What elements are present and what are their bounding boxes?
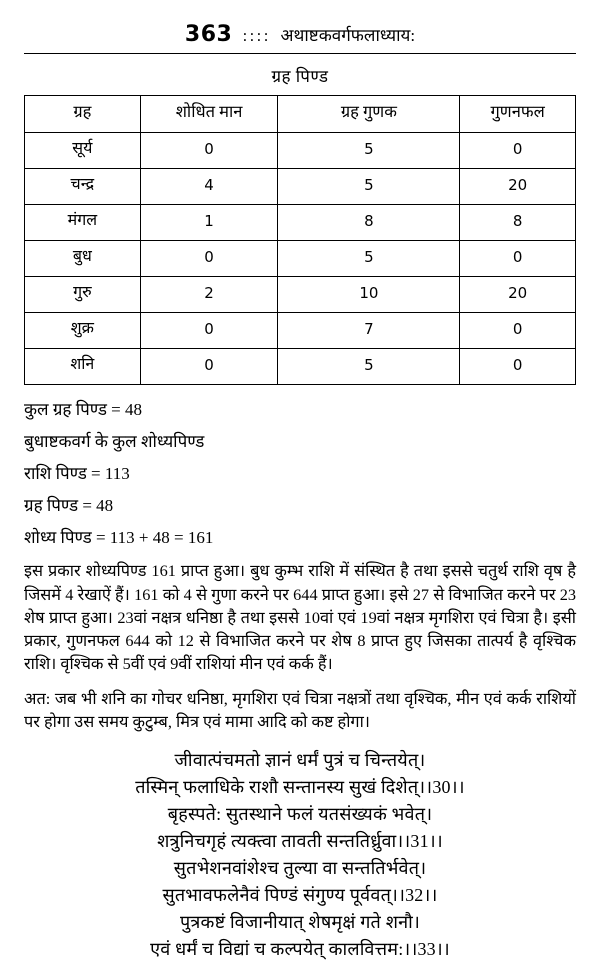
cell-gunanphal: 0 <box>460 241 576 277</box>
paragraph-explanation: इस प्रकार शोध्यपिण्ड 161 प्राप्त हुआ। बुध कुम्भ राशि में संस्थित है तथा इससे चतुर्थ राशि वृष है जिसमें 4 रेखाऐं हैं। 161 को 4 से गुणा करने पर 644 प्राप्त हुआ। इसे 27 से विभाजित करने पर 23 शेष प्राप्त हुआ। 23वां नक्षत्र धनिष्ठा है तथा इससे 10वां एवं 19वां नक्षत्र मृगशिरा एवं चित्रा है। इसी प्रकार, गुणनफल 644 को 12 से विभाजित करने पर शेष 8 प्राप्त हुए जिसका तात्पर्य है वृश्चिक राशि। वृश्चिक से 5वीं एवं 9वीं राशियां मीन एवं कर्क हैं। <box>24 561 576 674</box>
verse-block <box>24 747 576 963</box>
cell-planet: सूर्य <box>25 133 141 169</box>
cell-graha-gunak: 7 <box>278 313 460 349</box>
cell-shodhit-maan: 0 <box>140 241 278 277</box>
verse-line: बृहस्पते: सुतस्थाने फलं यतसंख्यकं भवेत्। <box>167 804 433 825</box>
column-header-graha: ग्रह <box>25 96 141 133</box>
header-dots: :::: <box>242 27 271 45</box>
verse-line: पुत्रकष्टं विजानीयात् शेषमृक्षं गते शनौ। <box>179 912 421 933</box>
cell-graha-gunak: 10 <box>278 277 460 313</box>
summary-block <box>24 399 576 549</box>
column-header-graha-gunak: ग्रह गुणक <box>278 96 460 133</box>
verse-line: सुतभेशनवांशेश्च तुल्या वा सन्ततिर्भवेत्। <box>173 858 427 879</box>
cell-shodhit-maan: 2 <box>140 277 278 313</box>
summary-graha-pinda: ग्रह पिण्ड = 48 <box>24 496 114 516</box>
table-row <box>25 313 576 349</box>
cell-shodhit-maan: 0 <box>140 349 278 385</box>
cell-gunanphal: 8 <box>460 205 576 241</box>
cell-gunanphal: 20 <box>460 277 576 313</box>
verse-line: सुतभावफलेनैवं पिण्डं संगुण्य पूर्ववत्।।32।। <box>162 885 438 906</box>
cell-gunanphal: 0 <box>460 349 576 385</box>
cell-shodhit-maan: 1 <box>140 205 278 241</box>
table-row <box>25 349 576 385</box>
cell-planet: चन्द्र <box>25 169 141 205</box>
summary-total-graha-pinda: कुल ग्रह पिण्ड = 48 <box>24 400 143 419</box>
header-divider <box>24 53 576 54</box>
cell-planet: गुरु <box>25 277 141 313</box>
cell-planet: बुध <box>25 241 141 277</box>
cell-graha-gunak: 8 <box>278 205 460 241</box>
table-header-row <box>25 96 576 133</box>
page-header <box>24 22 576 47</box>
cell-shodhit-maan: 4 <box>140 169 278 205</box>
cell-planet: मंगल <box>25 205 141 241</box>
page-number: 363 <box>184 22 233 47</box>
cell-gunanphal: 20 <box>460 169 576 205</box>
cell-planet: शनि <box>25 349 141 385</box>
cell-gunanphal: 0 <box>460 133 576 169</box>
chapter-title: अथाष्टकवर्गफलाध्याय: <box>280 26 416 45</box>
cell-shodhit-maan: 0 <box>140 133 278 169</box>
column-header-shodhit-maan: शोधित मान <box>140 96 278 133</box>
cell-graha-gunak: 5 <box>278 169 460 205</box>
summary-shodhya-pinda: शोध्य पिण्ड = 113 + 48 = 161 <box>24 528 214 548</box>
summary-budha-ashtakavarga-label: बुधाष्टकवर्ग के कुल शोध्यपिण्ड <box>24 432 205 452</box>
verse-line: जीवात्पंचमतो ज्ञानं धर्मं पुत्रं च चिन्तयेत्। <box>174 750 426 771</box>
table-row <box>25 205 576 241</box>
table-row <box>25 169 576 205</box>
table-title: ग्रह पिण्ड <box>271 67 329 86</box>
cell-planet: शुक्र <box>25 313 141 349</box>
summary-rashi-pinda: राशि पिण्ड = 113 <box>24 464 130 484</box>
table-row <box>25 277 576 313</box>
column-header-gunanphal: गुणनफल <box>460 96 576 133</box>
verse-line: तस्मिन् फलाधिके राशौ सन्तानस्य सुखं दिशेत्।।30।। <box>135 777 465 798</box>
cell-gunanphal: 0 <box>460 313 576 349</box>
graha-pinda-table <box>24 95 576 385</box>
verse-line: शत्रुनिचगृहं त्यक्त्वा तावती सन्ततिर्ध्रुवा।।31।। <box>157 831 443 852</box>
cell-graha-gunak: 5 <box>278 241 460 277</box>
verse-line: एवं धर्मं च विद्यां च कल्पयेत् कालवित्तम:।।33।। <box>150 939 450 960</box>
cell-graha-gunak: 5 <box>278 349 460 385</box>
cell-graha-gunak: 5 <box>278 133 460 169</box>
table-row <box>25 133 576 169</box>
table-row <box>25 241 576 277</box>
cell-shodhit-maan: 0 <box>140 313 278 349</box>
paragraph-conclusion: अत: जब भी शनि का गोचर धनिष्ठा, मृगशिरा एवं चित्रा नक्षत्रों तथा वृश्चिक, मीन एवं कर्क राशियों पर होगा उस समय कुटुम्ब, मित्र एवं मामा आदि को कष्ट होगा। <box>24 689 576 732</box>
